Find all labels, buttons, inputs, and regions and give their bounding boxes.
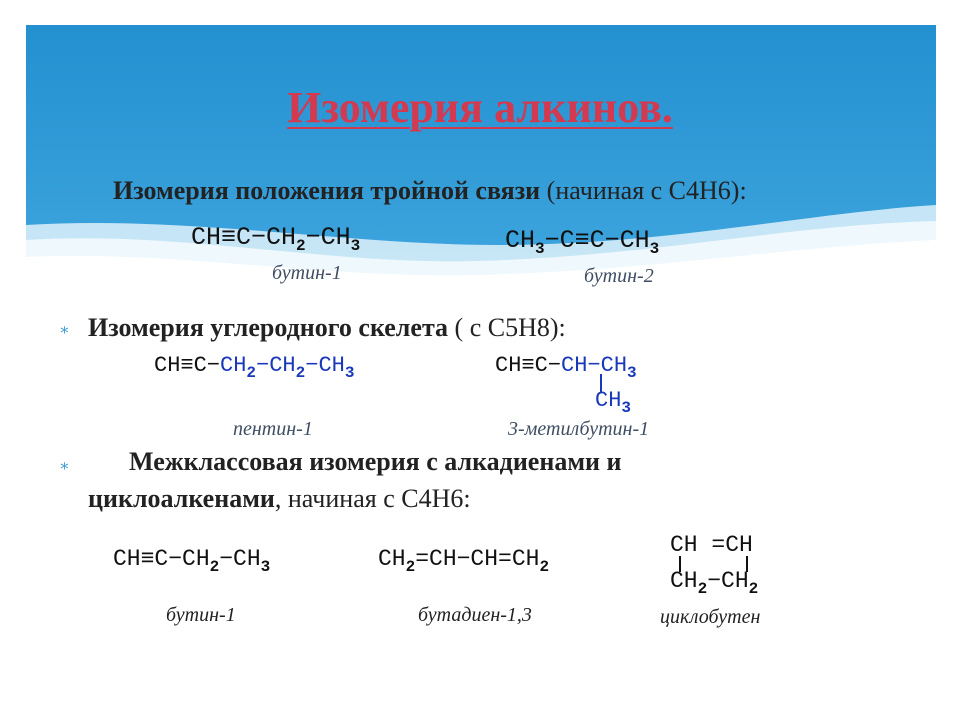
caption-butyne-1-a: бутин-1 [272,262,342,284]
caption-butyne-2: бутин-2 [584,265,654,287]
caption-methylbutyne: 3-метилбутин-1 [508,418,650,440]
slide-title: Изомерия алкинов. [287,83,673,132]
bullet-3-line-2 [88,484,471,514]
bullet-2-rest: ( с С5Н8): [448,313,566,342]
bullet-3-line-1 [129,447,622,477]
bullet-2-marker: ∗ [59,322,70,339]
bullet-1-text [113,176,747,206]
bullet-2-text [88,313,566,343]
formula-butyne-1-a: $CH\equiv C-CH_2-CH_3$ [191,223,361,255]
caption-butyne-1-b: бутин-1 [166,604,236,626]
bullet-2-bold: Изомерия углеродного скелета [88,313,449,342]
bullet-1-rest: (начиная с С4Н6): [540,176,747,205]
bullet-3-bold-1: Межклассовая изомерия с алкадиенами и [129,447,622,476]
bullet-3-bold-2: циклоалкенами [88,484,275,513]
formula-methyl-branch: $CH_3$ [595,388,632,417]
formula-cyclobutene-top: CH =CH [670,532,753,558]
caption-cyclobutene: циклобутен [660,606,761,628]
caption-butadiene: бутадиен-1,3 [418,604,532,626]
caption-pentyne-1: пентин-1 [233,418,313,440]
bullet-3-marker: ∗ [59,458,70,475]
formula-butyne-2: $CH_3-C\equiv C-CH_3$ [505,226,660,258]
bullet-1-bold: Изомерия положения тройной связи [113,176,541,205]
formula-butadiene: $CH_2=CH-CH=CH_2$ [378,546,550,576]
formula-methylbutyne: $CH\equiv C-CH-CH_3$ [495,353,637,382]
formula-butyne-1-b: $CH\equiv C-CH_2-CH_3$ [113,546,271,576]
formula-cyclobutene-bottom: $CH_2-CH_2$ [670,568,759,598]
bullet-1-marker: ∗ [59,184,70,201]
formula-pentyne-1: $CH\equiv C-CH_2-CH_2-CH_3$ [154,353,355,382]
bullet-3-rest: , начиная с С4Н6: [274,484,471,513]
